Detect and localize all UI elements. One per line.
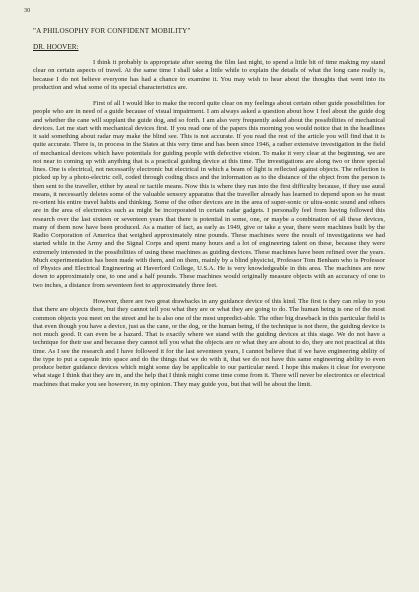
speaker-label: DR. HOOVER: xyxy=(33,43,79,51)
paragraph-mechanical-devices: First of all I would like to make the record quite clear on my feelings about certain other guide possibilities for people who are in need of a guide because of visual impairment. I am always asked a question about how I feel about the guide dog and whether the cane will supplant the guide dog, and so forth. I am also very frequently asked about the possibilities of mechanical devices. Let me start with mechanical devices first. If you read one of the papers this morning you would notice that in the headlines it said something about radar may make the blind see. This is not accurate. If you read the rest of the article you will find that it is quite accurate. There is, in process in the States at this very time and has been since 1946, a rather extensive investigation in the field of mechanical devices which have potentials for guiding people with defective vision. To make it very clear at the beginning, we are not near to coming up with anything that is a practical guiding device at this time. The investigations are along two or three special lines. One is electrical, not necessarily electronic but electrical in which a beam of light is reflected against objects. The reflection is picked up by a photo-electric cell, coded through coding discs and the information as to the distance of the object from the person is then sent to the traveller, either by aural or tactile means. Now this is where they run into the first difficulty because, if they use aural means, it necessarily deletes some of the valuable sensory apparatus that the traveller already has learned to depend upon so he must re-orient his entire travel habits and thinking. Some of the other devices are in the area of super-sonic or ultra-sonic sound and others are in the area of electronics such as might be incorporated in certain radar gadgets. I personally feel from having followed this research over the last sixteen or seventeen years that there is potential in some, one, or maybe a combination of all these devices, many of them now have been produced. As a matter of fact, as early as 1949, give or take a year, there were machines built by the Radio Corporation of America that weighed approximately nine pounds. These machines were the result of investigations we had started while in the Army and the Signal Corps and spent many hours and a lot of engineering talent on these, because they were extremely interested in the possibilities of using these machines as guiding devices. These machines have been refined over the years. Much experimentation has been made with them, and on them, mainly by a blind physicist, Professor Tom Benham who is Professor of Physics and Electrical Engineering at Haverford College, U.S.A. He is very knowledgeable in this area. The machines are now down to approximately one, to one and a half pounds. These machines would originally measure objects with an accuracy of one to two inches, a distance from seventeen feet to approximately three feet. xyxy=(33,100,385,289)
transcript-body xyxy=(33,59,385,397)
page-number: 30 xyxy=(24,7,31,14)
document-title: "A PHILOSOPHY FOR CONFIDENT MOBILITY" xyxy=(33,27,191,35)
paragraph-intro: I think it probably is appropriate after seeing the film last night, to spend a little bit of time making my stand clear on certain aspects of travel. At the same time I shall take a little while to explain the details of what the long cane really is, because I do not believe everyone has had a chance to examine it. You may wish to hear about the thoughts that went into its production and what some of its special characteristics are. xyxy=(33,59,385,91)
paragraph-drawbacks: However, there are two great drawbacks in any guidance device of this kind. The first is they can relay to you that there are objects there, but they cannot tell you what they are or what they are going to do. The human being is one of the most common objects you meet on the street and he is also one of the most unpredict-able. The other big drawback in this particular field is that even though you have a device, just as the cane, or the dog, or the human being, if the technique is not there, the guiding device is not much good. It can even be a hazard. That is exactly where we stand with the guiding devices at this stage. We do not have a technique for their use and because they cannot tell you what the objects are or what they are about to do, they are not practical at this time. As I see the research and I have followed it for the last seventeen years, I cannot believe that if we have engineering ability of the type to put a capsule into space and do the things that we do with it, that we do not have this same engineering ability to even produce better guidance devices which might some day be applicable to our particular need. I hope this makes it clear for everyone what stage I think that they are in, and the help that I think might come time come from it. There will never be electronics or electrical machines that make you see however, in my opinion. They may guide you, but that will be about the limit. xyxy=(33,298,385,388)
